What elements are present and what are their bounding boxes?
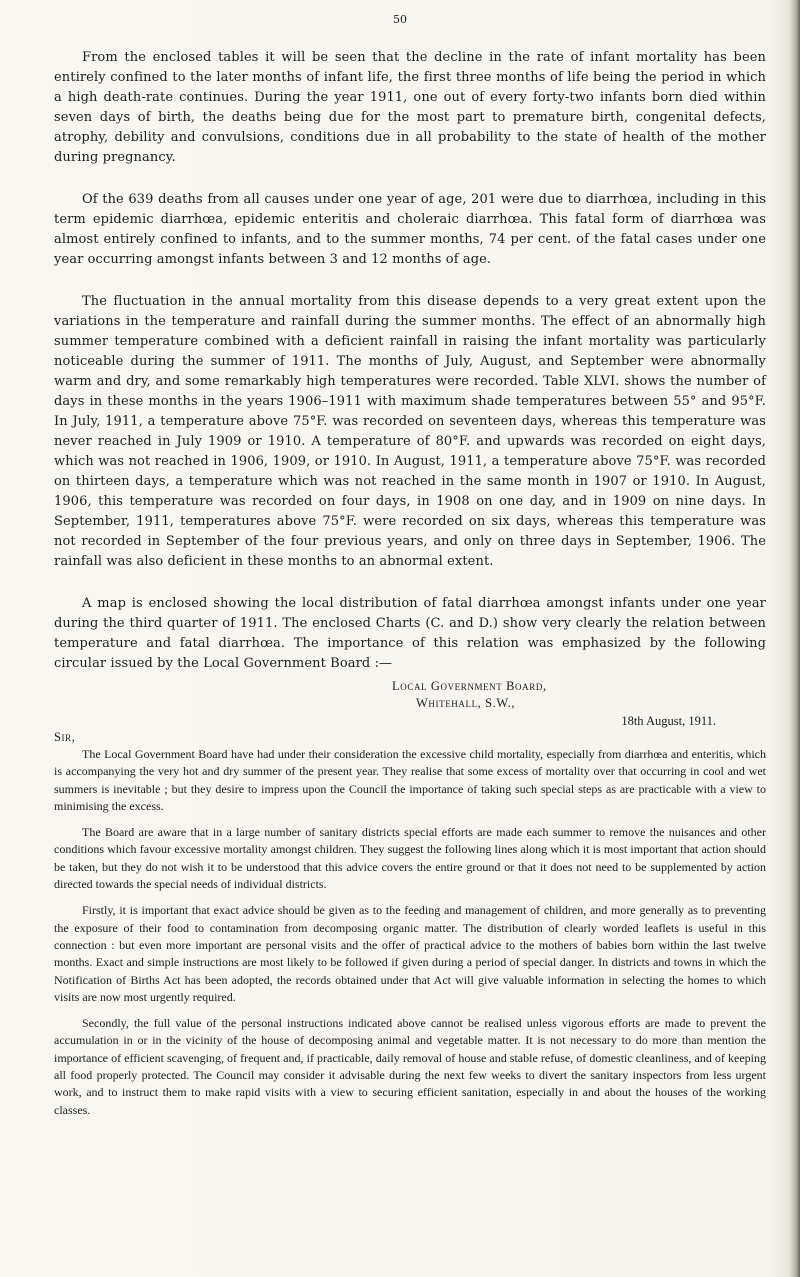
paragraph-temperature-fluctuation: The fluctuation in the annual mortality from this disease depends to a very great extent upon the variations in the temperature and rainfall during the summer months. The effect of an abnormally high summer temperature combined with a deficient rainfall in raising the infant mortality was particularly noticeable during the summer of 1911. The months of July, August, and September were abnormally warm and dry, and some remarkably high temperatures were recorded. Table XLVI. shows the number of days in these months in the years 1906–1911 with maximum shade temperatures between 55° and 95°F. In July, 1911, a temperature above 75°F. was recorded on seventeen days, whereas this temperature was never reached in July 1909 or 1910. A temperature of 80°F. and upwards was recorded on eight days, which was not reached in 1906, 1909, or 1910. In August, 1911, a temperature above 75°F. was recorded on thirteen days, a temperature which was not reached in the same month in 1907 or 1910. In August, 1906, this temperature was recorded on four days, in 1908 on one day, and in 1909 on nine days. In September, 1911, temperatures above 75°F. were recorded on six days, whereas this temperature was not recorded in September of the four previous years, and only on three days in September, 1906. The rainfall was also deficient in these months to an abnormal extent. [54,294,766,569]
letter-date: 18th August, 1911. [621,714,716,728]
letter-paragraph: The Board are aware that in a large number of sanitary districts special efforts are made each summer to remove the nuisances and other conditions which favour excessive mortality amongst children. They suggest the following lines along which it is most important that action should be taken, but they do not wish it to be understood that this advice covers the entire ground or that it does not need to be supplemented by action directed towards the special needs of individual districts. [54,825,766,892]
letter-paragraph: Secondly, the full value of the personal instructions indicated above cannot be realised unless vigorous efforts are made to prevent the accumulation in or in the vicinity of the house of decomposing animal and vegetable matter. It is not necessary to do more than mention the importance of efficient scavenging, of frequent and, if practicable, daily removal of house and stable refuse, of domestic cleanliness, and of keeping all food properly protected. The Council may consider it advisable during the next few weeks to divert the sanitary inspectors from less urgent work, and to instruct them to make rapid visits with a view to securing efficient sanitation, especially in and about the houses of the working classes. [54,1016,766,1117]
letter-paragraph: The Local Government Board have had under their consideration the excessive child mortality, especially from diarrhœa and enteritis, which is accompanying the very hot and dry summer of the present year. They realise that some excess of mortality over that occurring in cool and wet summers is inevitable ; but they desire to impress upon the Council the importance of taking such special steps as are practicable with a view to minimising the excess. [54,747,766,813]
paragraph-map-charts: A map is enclosed showing the local distribution of fatal diarrhœa amongst infants under one year during the third quarter of 1911. The enclosed Charts (C. and D.) show very clearly the relation between temperature and fatal diarrhœa. The importance of this relation was emphasized by the following circular issued by the Local Government Board :— [54,596,766,671]
letter-paragraph: Firstly, it is important that exact advice should be given as to the feeding and management of children, and more generally as to preventing the exposure of their food to contamination from decomposing organic matter. The distribution of clearly worded leaflets is useful in this connection : but even more important are personal visits and the offer of practical advice to the mothers of babies born within the last twelve months. Exact and simple instructions are most likely to be followed if given during a period of special danger. In districts and towns in which the Notification of Births Act has been adopted, the records obtained under that Act will give valuable information in selecting the homes to which visits are now most urgently required. [54,903,766,1004]
circular-letter [54,678,766,1128]
paragraph-infant-mortality: From the enclosed tables it will be seen that the decline in the rate of infant mortality has been entirely confined to the later months of infant life, the first three months of life being the period in which a high death-rate continues. During the year 1911, one out of every forty-two infants born died within seven days of birth, the deaths being due for the most part to premature birth, congenital defects, atrophy, debility and convulsions, conditions due in all probability to the state of health of the mother during pregnancy. [54,50,766,165]
paragraph-diarrhoea-deaths: Of the 639 deaths from all causes under one year of age, 201 were due to diarrhœa, including in this term epidemic diarrhœa, epidemic enteritis and choleraic diarrhœa. This fatal form of diarrhœa was almost entirely confined to infants, and to the summer months, 74 per cent. of the fatal cases under one year occurring amongst infants between 3 and 12 months of age. [54,192,766,267]
page-binding-edge [790,0,800,1277]
letter-address-line2: Whitehall, S.W., [416,696,516,710]
letter-address [392,678,766,712]
main-text [54,48,766,696]
letter-salutation: Sir, [54,730,76,744]
page-number: 50 [393,13,407,26]
letter-address-line1: Local Government Board, [392,679,547,693]
